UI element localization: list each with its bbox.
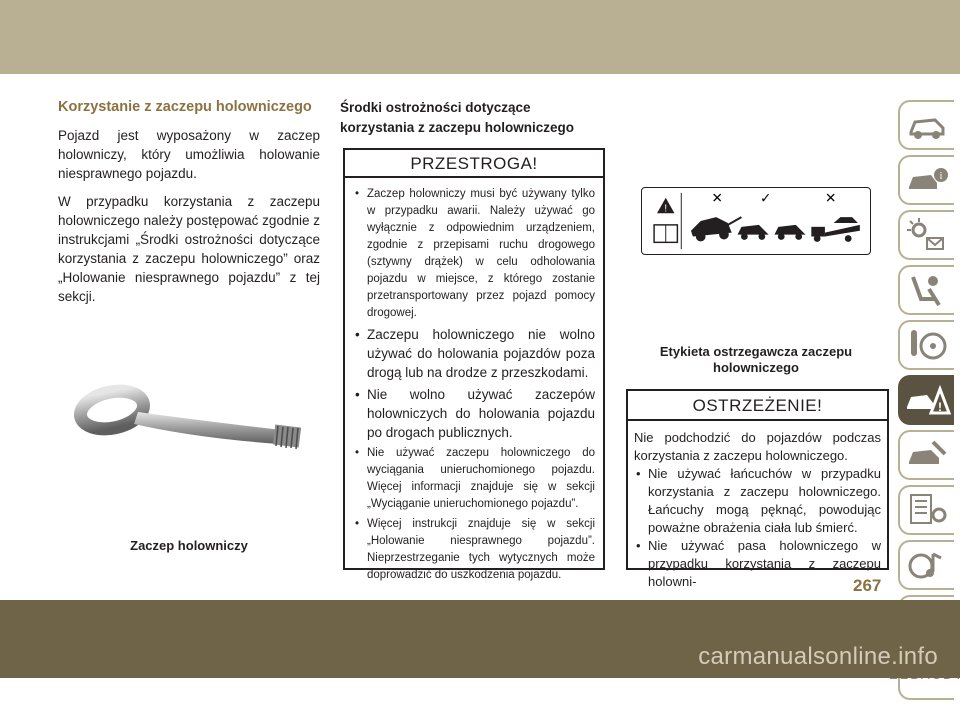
label-manual-book-icon bbox=[654, 225, 677, 242]
label-mark: ✓ bbox=[760, 190, 772, 207]
label-mark: ✕ bbox=[825, 190, 837, 207]
tab-specs-list[interactable] bbox=[898, 485, 954, 535]
media-music-icon bbox=[905, 546, 949, 584]
label-tow-truck-icon bbox=[811, 217, 860, 242]
car-service-icon bbox=[905, 436, 949, 474]
top-banner bbox=[0, 0, 960, 74]
watermark: carmanualsonline.info bbox=[698, 643, 938, 670]
car-outline-icon bbox=[905, 106, 949, 144]
paragraph: Pojazd jest wyposażony w zaczep holowniczy, który umożliwia holowanie niesprawnego pojazdu. bbox=[58, 128, 320, 181]
label-two-cars-icon bbox=[738, 225, 806, 240]
figure-caption: Zaczep holowniczy bbox=[130, 538, 248, 553]
car-info-icon bbox=[905, 161, 949, 199]
caution-title: PRZESTROGA! bbox=[345, 150, 603, 178]
tab-car-service[interactable] bbox=[898, 430, 954, 480]
section-subheading: Środki ostrożności dotyczące korzystania z zaczepu holowniczego bbox=[340, 100, 575, 135]
tab-car-outline[interactable] bbox=[898, 100, 954, 150]
tab-dashboard-lights[interactable] bbox=[898, 210, 954, 260]
middle-column bbox=[340, 98, 606, 138]
warning-label-image bbox=[641, 187, 871, 255]
section-heading: Korzystanie z zaczepu holowniczego bbox=[58, 99, 312, 115]
caution-list bbox=[345, 178, 603, 584]
label-car-hook-icon bbox=[691, 217, 741, 241]
seat-child-icon bbox=[905, 271, 949, 309]
svg-text:!: ! bbox=[664, 203, 668, 215]
warning-intro: Nie podchodzić do pojazdów podczas korzystania z zaczepu holowniczego. bbox=[634, 430, 881, 463]
caption-line: Etykieta ostrzegawcza zaczepu bbox=[659, 344, 853, 359]
caution-item: • Nie używać zaczepu holowniczego do wyciągania unieruchomionego pojazdu. Więcej informacji znajduje się w sekcji „Wyciąganie unieruchomionego pojazdu”. bbox=[355, 445, 595, 513]
tab-steering-wheel[interactable] bbox=[898, 320, 954, 370]
warning-item: • Nie używać pasa holowniczego w przypadku korzystania z zaczepu holowni- bbox=[634, 537, 881, 591]
warning-item: • Nie używać łańcuchów w przypadku korzystania z zaczepu holowniczego. Łańcuchy mogą pęknąć, powodując poważne obrażenia ciała lub śmierć. bbox=[634, 465, 881, 537]
svg-text:i: i bbox=[939, 171, 943, 182]
figure-caption bbox=[625, 344, 887, 376]
warning-list bbox=[634, 465, 881, 591]
caution-item: • Zaczep holowniczy musi być używany tylko w przypadku awarii. Należy używać go wyłącznie z odpowiednim urządzeniem, zgodnie z przepisami ruchu drogowego (sztywny drążek) w celu odholowania pojazdu w miejsce, z którego zostanie przetransportowany przez pojazd pomocy drogowej. bbox=[355, 186, 595, 322]
label-warning-triangle-icon bbox=[657, 198, 674, 215]
caution-item: • Zaczepu holowniczego nie wolno używać do holowania pojazdów poza drogą lub na drodze z przeszkodami. bbox=[355, 325, 595, 382]
warning-title: OSTRZEŻENIE! bbox=[628, 391, 887, 421]
warning-text bbox=[628, 421, 887, 591]
tow-hook-image bbox=[76, 382, 306, 472]
car-warning-icon bbox=[905, 381, 949, 419]
label-mark: ✕ bbox=[711, 190, 723, 207]
tab-media-music[interactable] bbox=[898, 540, 954, 590]
specs-list-icon bbox=[905, 491, 949, 529]
left-column bbox=[58, 98, 320, 315]
tab-seat-child[interactable] bbox=[898, 265, 954, 315]
paragraph: W przypadku korzystania z zaczepu holowniczego należy postępować zgodnie z instrukcjami „Środki ostrożności dotyczące korzystania z zaczepu holowniczego” oraz „Holowanie niesprawnego pojazdu” z tej sekcji. bbox=[58, 194, 320, 304]
page-number: 267 bbox=[853, 576, 882, 595]
tab-car-info[interactable] bbox=[898, 155, 954, 205]
svg-text:!: ! bbox=[938, 400, 942, 414]
caption-line: holowniczego bbox=[713, 360, 799, 375]
caution-box bbox=[343, 148, 605, 581]
caution-item: • Nie wolno używać zaczepów holowniczych do holowania pojazdu po drogach publicznych. bbox=[355, 385, 595, 442]
dashboard-lights-icon bbox=[905, 216, 949, 254]
caution-item: • Więcej instrukcji znajduje się w sekcji „Holowanie niesprawnego pojazdu”. Nieprzestrzeganie tych wytycznych może doprowadzić do uszkodzenia pojazdu. bbox=[355, 516, 595, 584]
tab-car-warning[interactable] bbox=[898, 375, 954, 425]
steering-wheel-icon bbox=[905, 326, 949, 364]
